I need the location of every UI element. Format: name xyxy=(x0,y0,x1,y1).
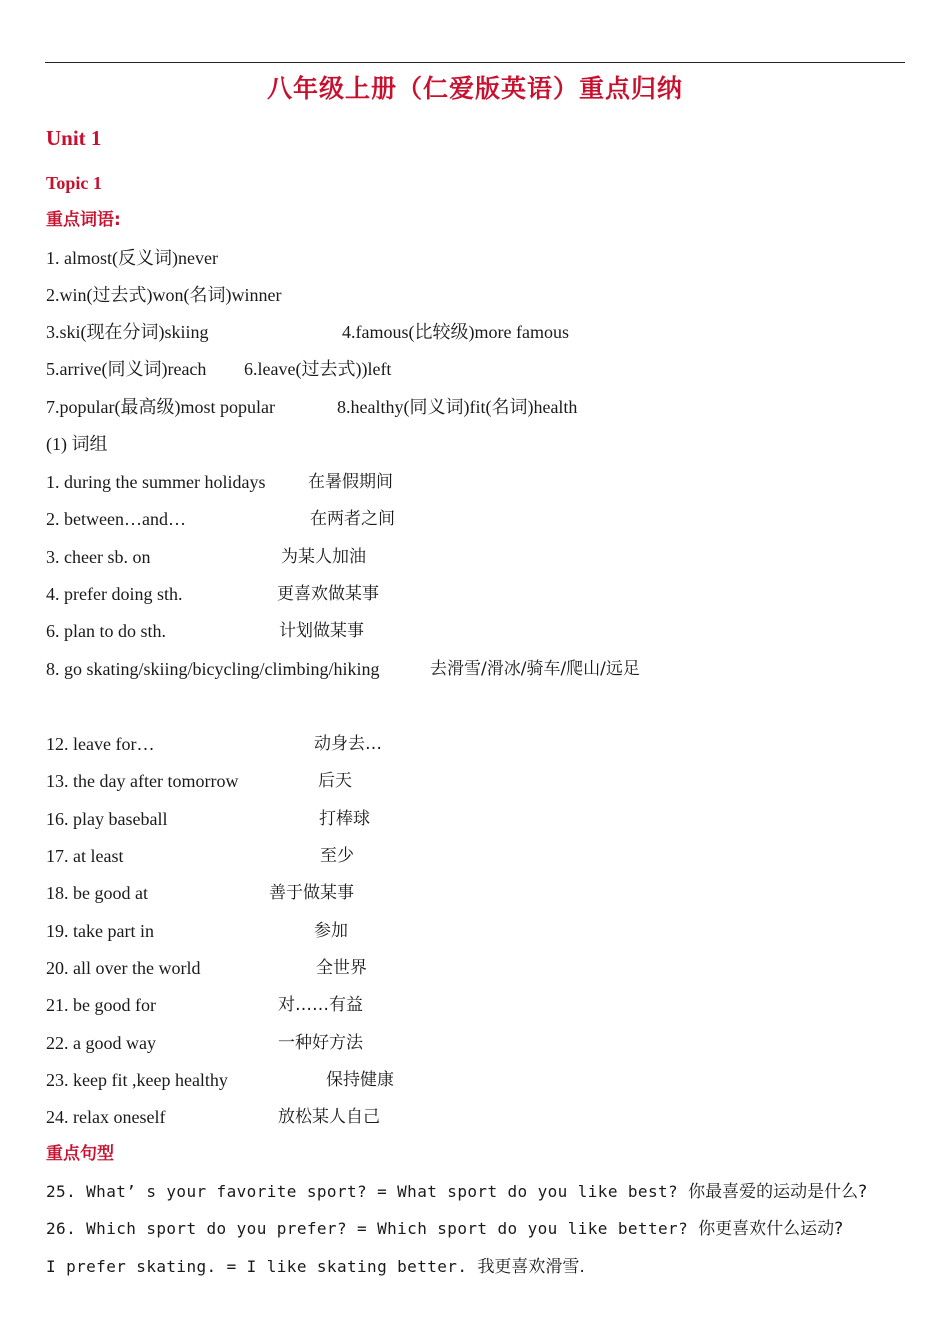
sentence-en: 26. Which sport do you prefer? = Which sport do you like better? xyxy=(46,1219,689,1238)
sentence-en: I prefer skating. = I like skating better. xyxy=(46,1257,468,1276)
sentence-zh: 你更喜欢什么运动? xyxy=(698,1219,844,1239)
phrase-en: 20. all over the world xyxy=(46,958,201,978)
phrase-en: 18. be good at xyxy=(46,883,148,903)
phrase-zh: 全世界 xyxy=(316,958,367,978)
phrase-zh: 更喜欢做某事 xyxy=(277,584,379,604)
phrase-zh: 放松某人自己 xyxy=(278,1107,380,1127)
phrase-zh: 为某人加油 xyxy=(281,547,366,567)
phrase-en: 23. keep fit ,keep healthy xyxy=(46,1070,228,1090)
word-item: 7.popular(最高级)most popular xyxy=(46,397,275,417)
phrase-zh: 一种好方法 xyxy=(278,1033,363,1053)
phrase-en: 21. be good for xyxy=(46,995,156,1015)
phrase-zh: 后天 xyxy=(318,771,352,791)
phrase-en: 22. a good way xyxy=(46,1033,156,1053)
phrase-zh: 打棒球 xyxy=(319,809,370,829)
word-item: 3.ski(现在分词)skiing xyxy=(46,322,209,342)
phrase-en: 19. take part in xyxy=(46,921,154,941)
phrase-en: 1. during the summer holidays xyxy=(46,472,266,492)
phrase-en: 8. go skating/skiing/bicycling/climbing/hiking xyxy=(46,659,380,679)
phrase-zh: 在两者之间 xyxy=(310,509,395,529)
word-item: 1. almost(反义词)never xyxy=(46,248,218,268)
phrase-en: 13. the day after tomorrow xyxy=(46,771,239,791)
phrase-zh: 参加 xyxy=(314,921,348,941)
phrase-en: 16. play baseball xyxy=(46,809,168,829)
word-item: 4.famous(比较级)more famous xyxy=(342,322,569,342)
word-item: 8.healthy(同义词)fit(名词)health xyxy=(337,397,578,417)
sentence-zh: 我更喜欢滑雪. xyxy=(477,1257,585,1277)
phrase-zh: 动身去… xyxy=(314,734,382,754)
top-rule xyxy=(45,62,905,63)
unit-heading: Unit 1 xyxy=(46,126,102,150)
phrase-zh: 计划做某事 xyxy=(279,621,364,641)
phrase-en: 3. cheer sb. on xyxy=(46,547,151,567)
sentence-line xyxy=(46,1180,867,1204)
page-title: 八年级上册（仁爱版英语）重点归纳 xyxy=(266,74,683,103)
sentence-line xyxy=(46,1255,585,1279)
phrase-en: 17. at least xyxy=(46,846,124,866)
phrase-zh: 去滑雪/滑冰/骑车/爬山/远足 xyxy=(430,659,640,679)
phrases-heading: (1) 词组 xyxy=(46,434,108,454)
phrase-zh: 保持健康 xyxy=(326,1070,394,1090)
phrase-en: 2. between…and… xyxy=(46,509,186,529)
topic-heading: Topic 1 xyxy=(46,173,102,193)
phrase-en: 12. leave for… xyxy=(46,734,155,754)
phrase-zh: 在暑假期间 xyxy=(308,472,393,492)
word-item: 2.win(过去式)won(名词)winner xyxy=(46,285,282,305)
word-item: 5.arrive(同义词)reach xyxy=(46,359,207,379)
word-item: 6.leave(过去式))left xyxy=(244,359,392,379)
phrase-en: 24. relax oneself xyxy=(46,1107,166,1127)
phrase-zh: 善于做某事 xyxy=(269,883,354,903)
sentences-heading: 重点句型 xyxy=(46,1144,114,1164)
sentence-line xyxy=(46,1217,843,1241)
phrase-en: 4. prefer doing sth. xyxy=(46,584,183,604)
phrase-zh: 对……有益 xyxy=(278,995,363,1015)
words-heading: 重点词语: xyxy=(46,210,121,230)
sentence-en: 25. What’ s your favorite sport? = What sport do you like best? xyxy=(46,1182,679,1201)
phrase-zh: 至少 xyxy=(320,846,354,866)
phrase-en: 6. plan to do sth. xyxy=(46,621,166,641)
sentence-zh: 你最喜爱的运动是什么? xyxy=(688,1182,868,1202)
